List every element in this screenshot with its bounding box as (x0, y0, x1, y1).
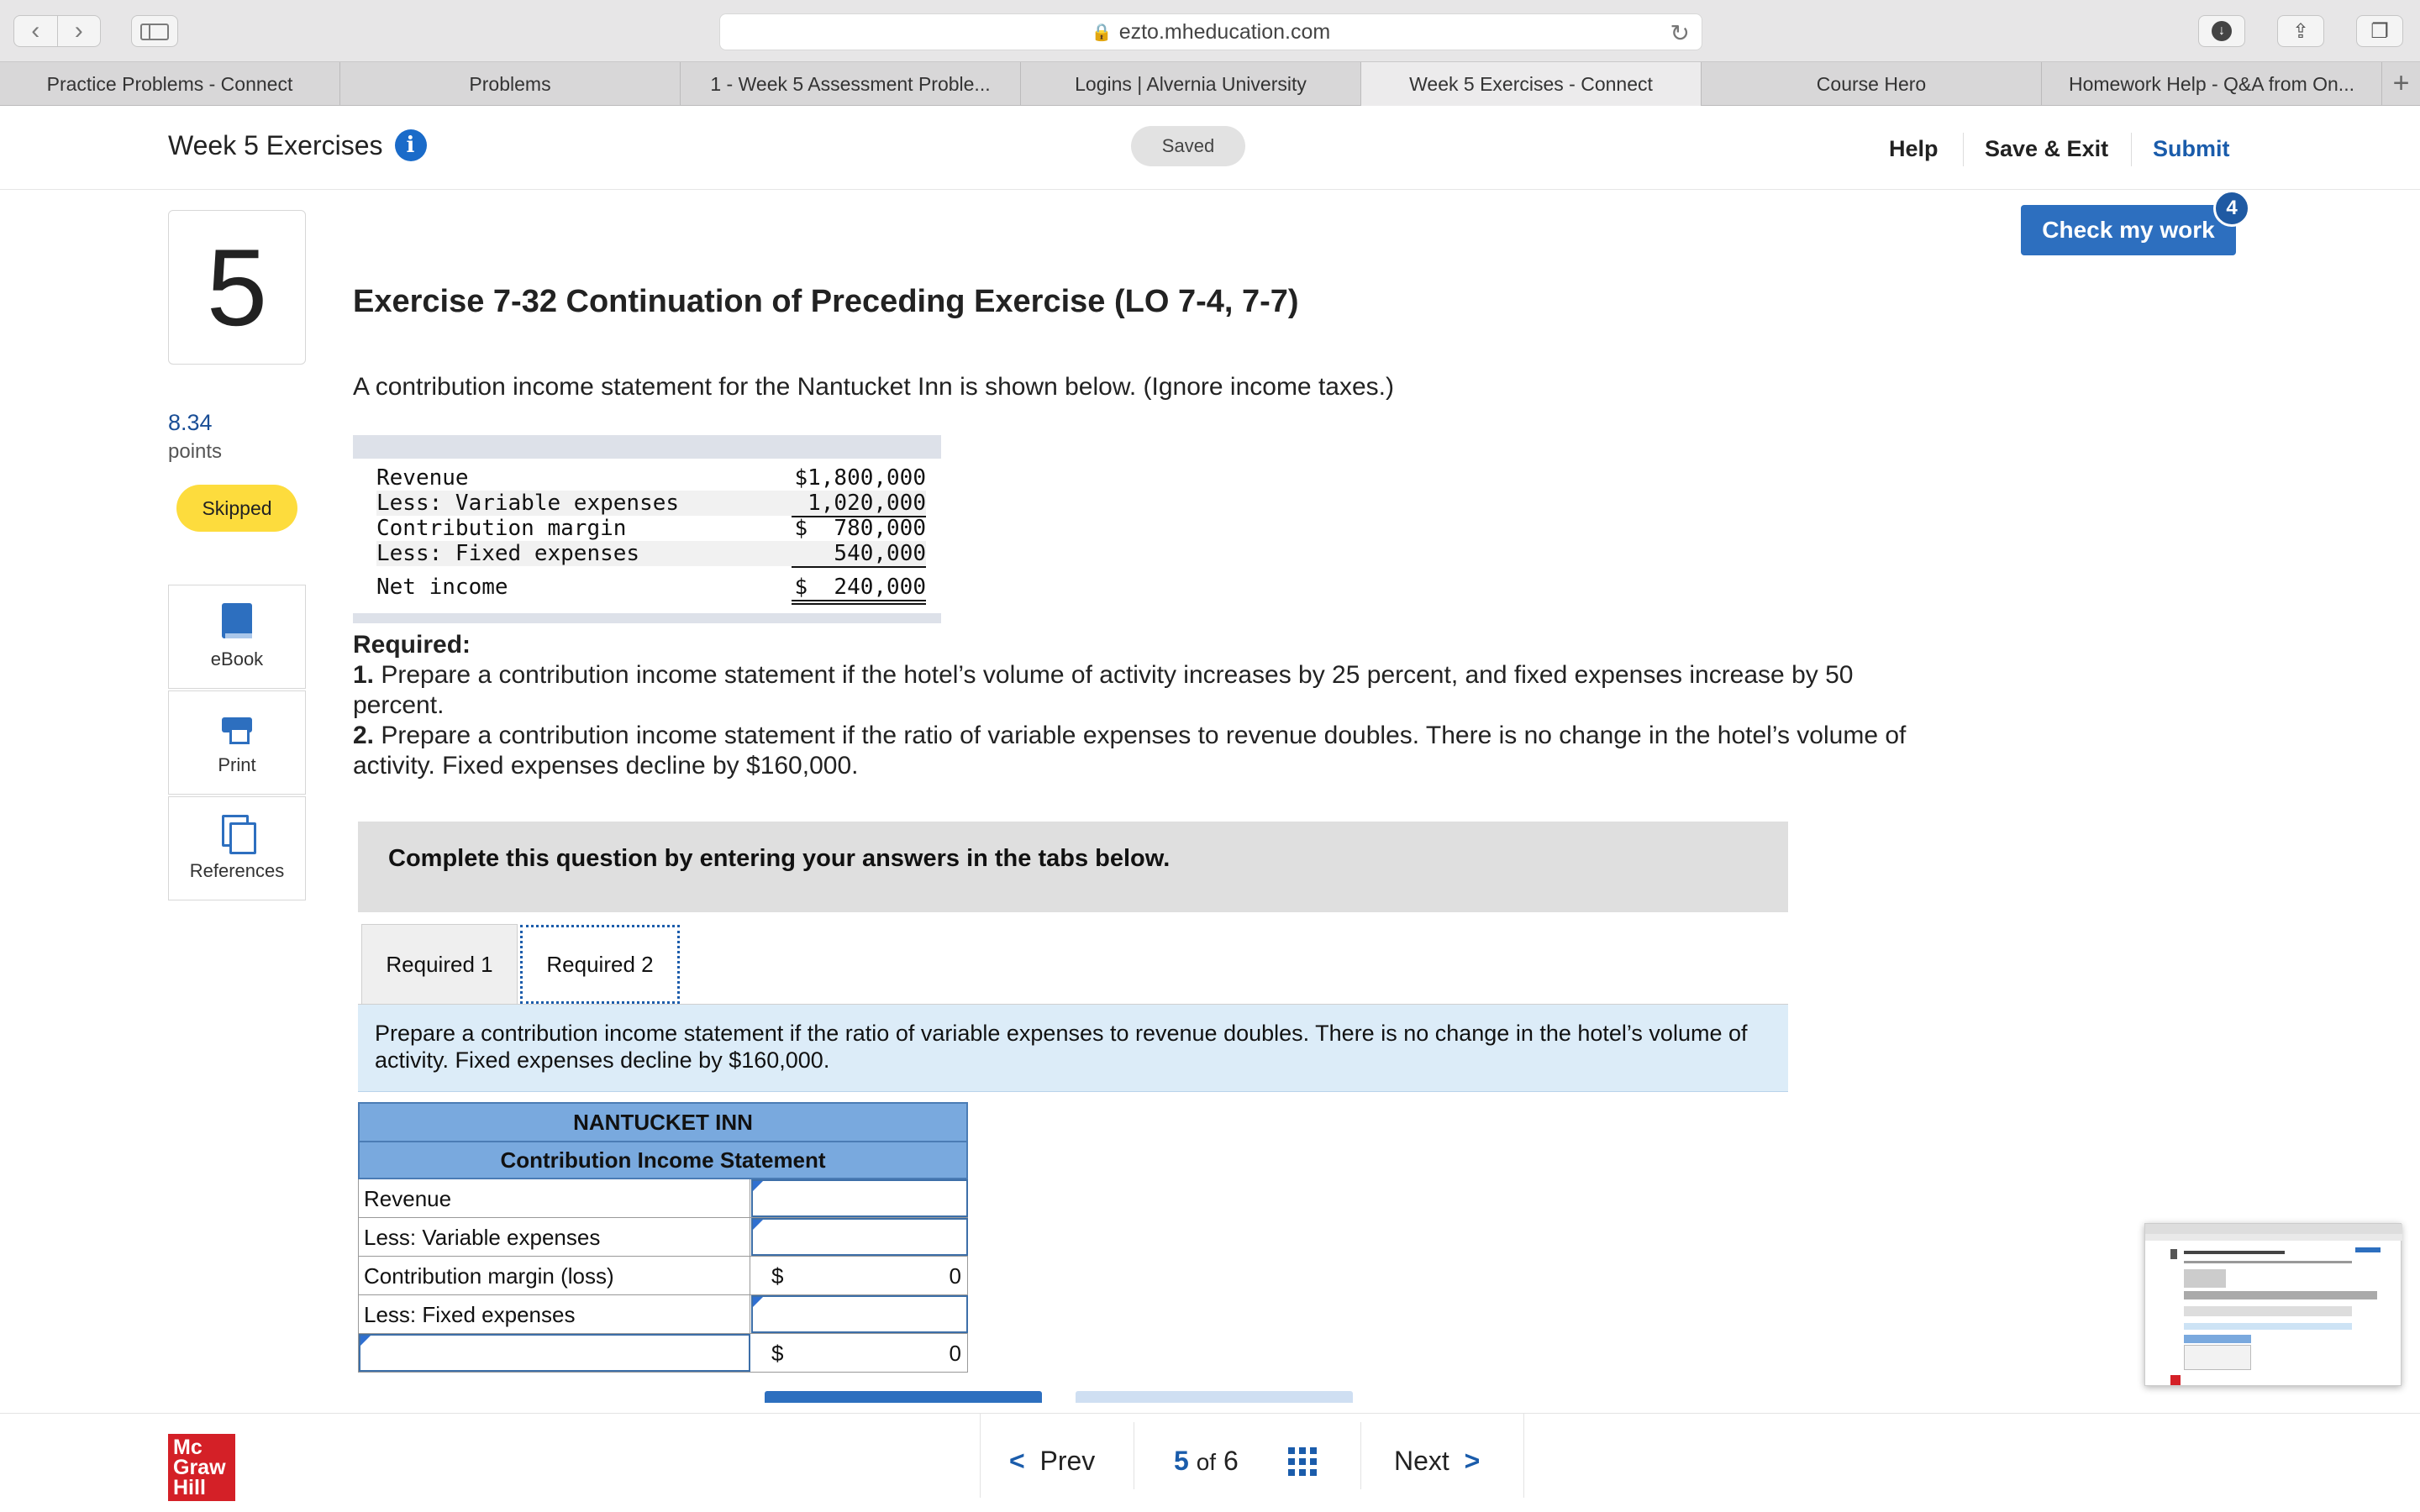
statement-row: Less: Fixed expenses 540,000 (376, 541, 926, 566)
statement-title: Contribution Income Statement (358, 1141, 968, 1179)
chevron-right-icon: > (1464, 1446, 1481, 1476)
copy-icon (222, 815, 252, 850)
saved-status: Saved (1131, 126, 1245, 166)
share-icon: ⇪ (2291, 19, 2310, 43)
tab-required-2[interactable]: Required 2 (519, 924, 681, 1005)
lock-icon: 🔒 (1091, 23, 1113, 42)
final-row-label-select[interactable] (359, 1334, 750, 1372)
download-icon: ↓ (2212, 21, 2232, 41)
downloads-button[interactable] (2198, 15, 2245, 47)
row-label: Contribution margin (loss) (359, 1257, 750, 1294)
points-value: 8.34 (168, 410, 213, 435)
next-button[interactable]: Next > (1394, 1446, 1481, 1476)
url-text: ezto.mheducation.com (1118, 19, 1331, 44)
grid-icon[interactable] (1288, 1447, 1317, 1476)
table-row (358, 1257, 968, 1295)
check-my-work-button[interactable]: Check my work (2021, 205, 2236, 255)
points-label: points (168, 440, 223, 463)
check-attempts-badge: 4 (2213, 190, 2250, 227)
browser-tab-active[interactable]: Week 5 Exercises - Connect (1361, 62, 1702, 106)
browser-toolbar (0, 0, 2420, 62)
info-icon[interactable]: i (395, 129, 427, 161)
variable-expenses-input[interactable] (751, 1218, 968, 1256)
book-icon (222, 603, 252, 638)
statement-row: Less: Variable expenses 1,020,000 (376, 491, 926, 516)
browser-tab[interactable]: Logins | Alvernia University (1021, 62, 1361, 106)
browser-tab[interactable]: Course Hero (1702, 62, 2042, 106)
row-label: Less: Fixed expenses (359, 1295, 750, 1333)
prev-button[interactable]: < Prev (1009, 1446, 1096, 1476)
sidebar-toggle-icon[interactable] (131, 15, 178, 47)
table-row (358, 1179, 968, 1218)
contribution-margin-value: $ 0 (771, 1263, 961, 1289)
exercise-title: Exercise 7-32 Continuation of Preceding Exercise (LO 7-4, 7-7) (353, 284, 1299, 319)
address-bar[interactable] (719, 13, 1702, 50)
revenue-input[interactable] (751, 1179, 968, 1217)
back-icon[interactable]: ‹ (14, 16, 58, 46)
browser-tab[interactable]: Homework Help - Q&A from On... (2042, 62, 2382, 106)
exercise-intro: A contribution income statement for the Nantucket Inn is shown below. (Ignore income taxes.) (353, 373, 1394, 401)
printer-icon (222, 709, 252, 744)
tab-required-1[interactable]: Required 1 (361, 924, 518, 1005)
question-number: 5 (168, 210, 306, 365)
tabs-icon: ❐ (2370, 19, 2389, 43)
assignment-title: Week 5 Exercises i (168, 129, 427, 161)
answer-table (358, 1102, 968, 1373)
question-position: 5 of 6 (1174, 1446, 1239, 1476)
table-row (358, 1295, 968, 1334)
screenshot-thumbnail[interactable] (2144, 1223, 2402, 1386)
browser-tab[interactable]: Problems (340, 62, 681, 106)
nav-buttons (13, 15, 101, 47)
required-1-nav-button[interactable] (765, 1391, 1042, 1403)
tabs-overview-button[interactable] (2356, 15, 2403, 47)
forward-icon[interactable]: › (74, 17, 83, 45)
save-exit-button[interactable]: Save & Exit (1985, 136, 2109, 161)
ebook-button[interactable]: eBook (168, 585, 306, 689)
help-button[interactable]: Help (1889, 136, 1939, 161)
submit-button[interactable]: Submit (2153, 136, 2230, 161)
browser-tab[interactable]: 1 - Week 5 Assessment Proble... (681, 62, 1021, 106)
app-header (0, 106, 2420, 190)
tab-instruction: Prepare a contribution income statement if the ratio of variable expenses to revenue doubles. There is no change in the hotel’s volume of activity. Fixed expenses decline by $160,000. (358, 1005, 1788, 1092)
row-label: Revenue (359, 1179, 750, 1217)
complete-instruction: Complete this question by entering your answers in the tabs below. (358, 822, 1788, 912)
table-row (358, 1334, 968, 1373)
given-income-statement (353, 435, 941, 623)
final-row-value: $ 0 (771, 1341, 961, 1366)
share-button[interactable] (2277, 15, 2324, 47)
company-name: NANTUCKET INN (358, 1102, 968, 1141)
mcgraw-hill-logo: Mc Graw Hill (168, 1434, 235, 1501)
statement-row: Revenue $1,800,000 (376, 465, 926, 491)
browser-tab[interactable]: Practice Problems - Connect (0, 62, 340, 106)
browser-tab-bar (0, 62, 2420, 106)
skipped-badge: Skipped (176, 485, 297, 532)
requirements: Required: 1. Prepare a contribution income statement if the hotel’s volume of activity increases by 25 percent, and fixed expenses increase by 50 percent. 2. Prepare a contribution income statement if the ratio of variable expenses to revenue doubles. There is no change in the hotel’s volume of activity. Fixed expenses decline by $160,000. (353, 631, 1907, 780)
required-2-nav-button[interactable] (1076, 1391, 1353, 1403)
new-tab-button[interactable]: + (2392, 67, 2410, 99)
table-row (358, 1218, 968, 1257)
footer (0, 1413, 2420, 1512)
chevron-left-icon: < (1009, 1446, 1025, 1476)
question-pager (980, 1414, 1524, 1498)
statement-row: Contribution margin $ 780,000 (376, 516, 926, 541)
print-button[interactable]: Print (168, 690, 306, 795)
references-button[interactable]: References (168, 796, 306, 900)
fixed-expenses-input[interactable] (751, 1295, 968, 1333)
row-label: Less: Variable expenses (359, 1218, 750, 1256)
reload-icon[interactable]: ↻ (1670, 20, 1690, 46)
statement-row: Net income $ 240,000 (376, 575, 926, 603)
